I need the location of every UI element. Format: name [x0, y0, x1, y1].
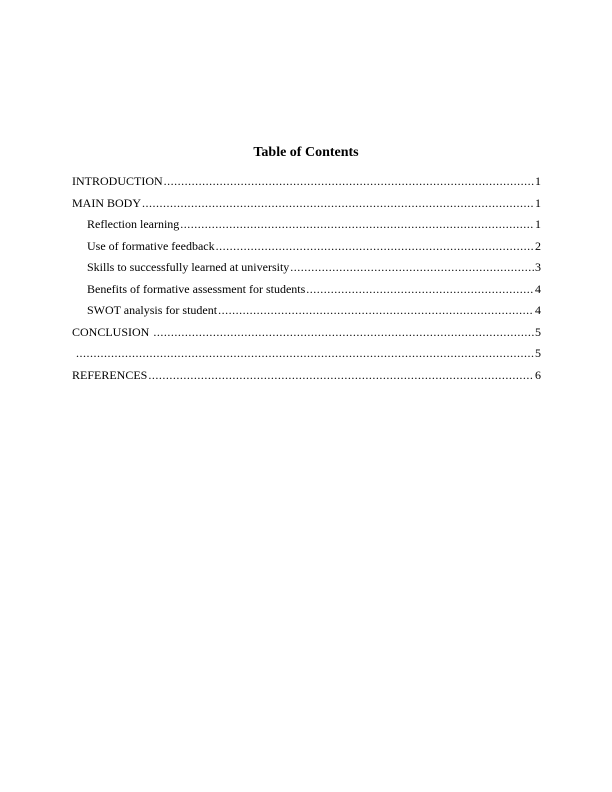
dot-leader: [306, 282, 534, 296]
dot-leader: [180, 217, 534, 231]
dot-leader: [216, 239, 534, 253]
dot-leader: [164, 174, 534, 188]
toc-entry-reflection-learning[interactable]: [72, 217, 541, 231]
toc-entry-page: 5: [535, 324, 541, 339]
toc-title: Table of Contents: [253, 145, 359, 160]
toc-entry-page: 4: [535, 303, 541, 317]
toc-entry-page: 6: [535, 367, 541, 382]
toc-entry-page: 1: [535, 217, 541, 231]
toc-entry-main-body[interactable]: [72, 196, 541, 210]
toc-entry-label: REFERENCES: [72, 367, 148, 382]
toc-entry-label: Use of formative feedback: [87, 238, 215, 253]
toc-entry-conclusion[interactable]: [72, 325, 541, 339]
toc-entry-label: MAIN BODY: [72, 195, 141, 210]
dot-leader: [142, 196, 534, 210]
toc-entry-blank[interactable]: [72, 346, 541, 360]
toc-entry-skills[interactable]: [72, 260, 541, 274]
toc-entry-page: 2: [535, 238, 541, 253]
toc-entry-references[interactable]: [72, 368, 541, 382]
toc-list: [72, 174, 541, 389]
toc-entry-label: SWOT analysis for student: [87, 303, 218, 317]
dot-leader: [76, 346, 534, 360]
toc-entry-page: 4: [535, 281, 541, 296]
toc-entry-label: INTRODUCTION: [72, 174, 163, 188]
toc-entry-label: [72, 346, 75, 360]
toc-entry-formative-feedback[interactable]: [72, 239, 541, 253]
dot-leader: [148, 368, 534, 382]
toc-entry-page: 3: [535, 260, 541, 274]
toc-entry-label: Reflection learning: [87, 217, 180, 231]
toc-entry-swot[interactable]: [72, 303, 541, 317]
dot-leader: [153, 325, 534, 339]
toc-entry-label: Skills to successfully learned at university: [87, 260, 290, 274]
toc-entry-page: 1: [535, 195, 541, 210]
toc-entry-page: 1: [535, 174, 541, 188]
toc-entry-label: Benefits of formative assessment for students: [87, 281, 306, 296]
dot-leader: [218, 303, 534, 317]
toc-entry-benefits[interactable]: [72, 282, 541, 296]
dot-leader: [290, 260, 534, 274]
toc-entry-label: CONCLUSION: [72, 324, 153, 339]
toc-entry-page: 5: [535, 346, 541, 360]
toc-entry-introduction[interactable]: [72, 174, 541, 188]
